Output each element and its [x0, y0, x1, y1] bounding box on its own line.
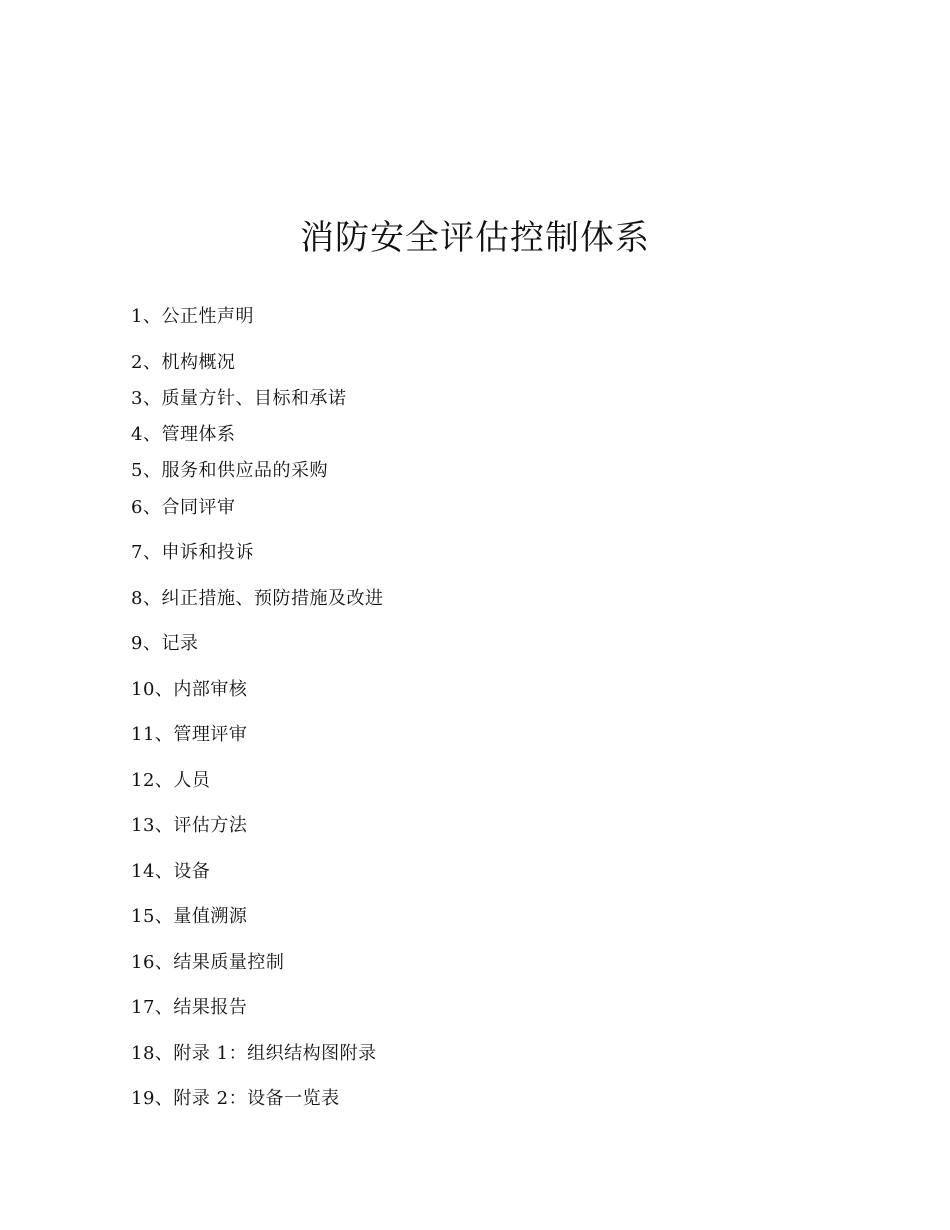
toc-item: 14、设备 — [131, 861, 211, 882]
toc-item: 11、管理评审 — [131, 724, 248, 745]
toc-item: 2、机构概况 — [131, 352, 236, 373]
toc-item: 13、评估方法 — [131, 815, 248, 836]
toc-item: 1、公正性声明 — [131, 306, 254, 327]
toc-item: 16、结果质量控制 — [131, 952, 285, 973]
toc-item: 9、记录 — [131, 633, 199, 654]
toc-item: 5、服务和供应品的采购 — [131, 460, 328, 481]
toc-item: 18、附录 1：组织结构图附录 — [131, 1043, 377, 1064]
toc-item: 12、人员 — [131, 770, 211, 791]
toc-item: 19、附录 2：设备一览表 — [131, 1088, 340, 1109]
toc-item: 3、质量方针、目标和承诺 — [131, 388, 347, 409]
toc-item: 17、结果报告 — [131, 997, 248, 1018]
toc-item: 6、合同评审 — [131, 497, 236, 518]
toc-item: 8、纠正措施、预防措施及改进 — [131, 588, 384, 609]
document-title: 消防安全评估控制体系 — [300, 218, 650, 258]
toc-item: 15、量值溯源 — [131, 906, 248, 927]
toc-item: 7、申诉和投诉 — [131, 542, 254, 563]
toc-item: 4、管理体系 — [131, 424, 236, 445]
toc-item: 10、内部审核 — [131, 679, 248, 700]
